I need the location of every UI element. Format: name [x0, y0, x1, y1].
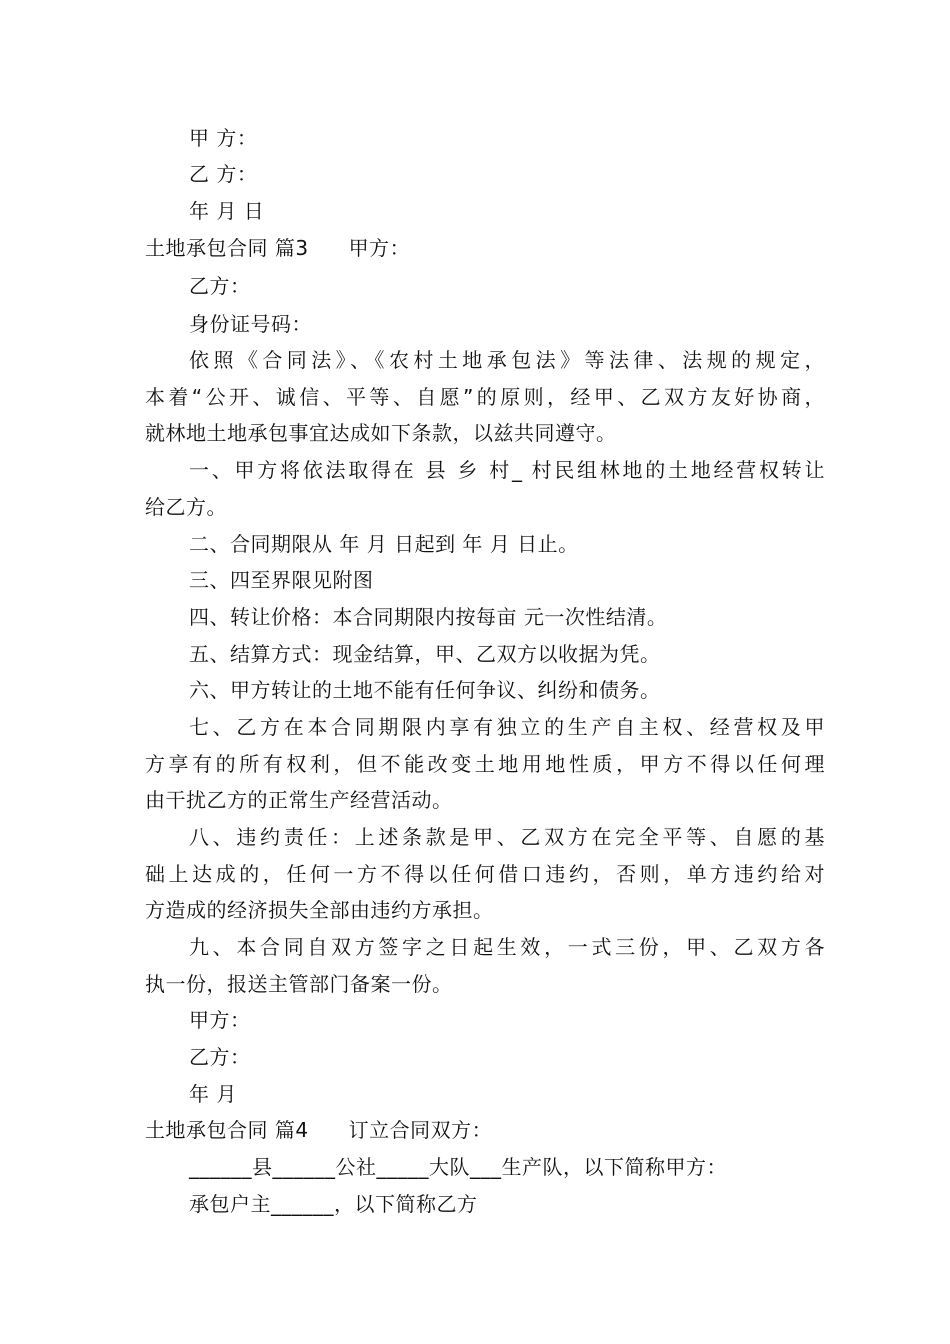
section4-heading — [145, 1118, 825, 1142]
section4-party-a-line: ______县______公社_____大队___生产队，以下简称甲方： — [189, 1155, 727, 1179]
clause4: 四、转让价格：本合同期限内按每亩 元一次性结清。 — [189, 605, 668, 629]
clause7-line-2: 方享有的所有权利，但不能改变土地用地性质，甲方不得以任何理 — [145, 752, 825, 776]
intro-line-3: 就林地土地承包事宜达成如下条款，以兹共同遵守。 — [145, 421, 617, 445]
section3-id-number: 身份证号码： — [189, 312, 312, 336]
section3-heading — [145, 236, 825, 260]
section4-title: 土地承包合同 篇4 — [145, 1118, 309, 1142]
clause9-line-2: 执一份，报送主管部门备案一份。 — [145, 972, 453, 996]
intro-line-2: 本着“公开、诚信、平等、自愿”的原则，经甲、乙双方友好协商， — [145, 385, 825, 409]
clause3: 三、四至界限见附图 — [189, 568, 374, 592]
sign-party-a: 甲方： — [189, 1008, 251, 1032]
section3-party-a: 甲方： — [348, 236, 411, 260]
clause9-line-1: 九、本合同自双方签字之日起生效，一式三份，甲、乙双方各 — [189, 935, 825, 959]
clause8-line-3: 方造成的经济损失全部由违约方承担。 — [145, 898, 494, 922]
clause1-line-2: 给乙方。 — [145, 495, 227, 519]
top-party-b-label: 乙 方： — [189, 162, 258, 186]
sign-party-b: 乙方： — [189, 1045, 251, 1069]
clause7-line-3: 由干扰乙方的正常生产经营活动。 — [145, 788, 453, 812]
clause7-line-1: 七、乙方在本合同期限内享有独立的生产自主权、经营权及甲 — [189, 715, 825, 739]
sign-date: 年 月 — [189, 1082, 237, 1106]
section4-party-b-line: 承包户主______，以下简称乙方 — [189, 1192, 478, 1216]
clause8-line-2: 础上达成的，任何一方不得以任何借口违约，否则，单方违约给对 — [145, 862, 825, 886]
top-party-a-label: 甲 方： — [189, 126, 258, 150]
section3-title: 土地承包合同 篇3 — [145, 236, 309, 260]
clause6: 六、甲方转让的土地不能有任何争议、纠纷和债务。 — [189, 678, 661, 702]
clause2: 二、合同期限从 年 月 日起到 年 月 日止。 — [189, 532, 579, 556]
intro-line-1: 依照《合同法》、《农村土地承包法》等法律、法规的规定， — [189, 348, 825, 372]
clause5: 五、结算方式：现金结算，甲、乙双方以收据为凭。 — [189, 642, 661, 666]
clause1-line-1: 一、甲方将依法取得在 县 乡 村_ 村民组林地的土地经营权转让 — [189, 458, 825, 482]
section3-party-b: 乙方： — [189, 274, 251, 298]
clause8-line-1: 八、违约责任：上述条款是甲、乙双方在完全平等、自愿的基 — [189, 825, 825, 849]
section4-parties-label: 订立合同双方： — [348, 1118, 493, 1142]
top-date-label: 年 月 日 — [189, 199, 265, 223]
